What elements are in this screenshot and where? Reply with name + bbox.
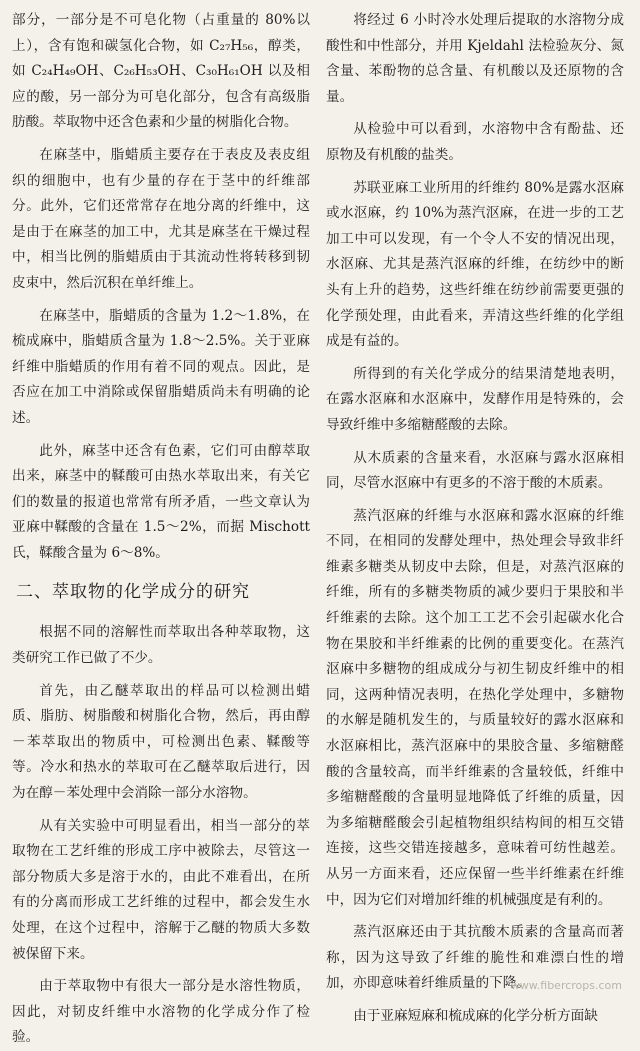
paragraph: 蒸汽沤麻的纤维与水沤麻和露水沤麻的纤维不同，在相同的发酵处理中，热处理会导致非纤维素多糖类从韧皮中去除，但是，对蒸汽沤麻的纤维，所有的多糖类物质的减少要归于果胶和半纤维素的去除。这个加工工艺不会引起碳水化合物在果胶和半纤维素的比例的重要变化。在蒸汽沤麻中多糖物的组成成分与初生韧皮纤维中的相同，这两种情况表明，在热化学处理中，多糖物的水解是随机发生的，与质量较好的露水沤麻和水沤麻相比，蒸汽沤麻中的果胶含量、多缩糖醛酸的含量较高，而半纤维素的含量较低，纤维中多缩糖醛酸的含量明显地降低了纤维的质量，因为多缩糖醛酸会引起植物组织结构间的相互交错连接，这些交错连接越多，意味着可纺性越差。从另一方面来看，还应保留一些半纤维素在纤维中，因为它们对增加纤维的机械强度是有利的。 [326,507,624,908]
paragraph: 根据不同的溶解性而萃取出各种萃取物，这类研究工作已做了不少。 [12,624,310,667]
paragraph: 将经过 6 小时冷水处理后提取的水溶物分成酸性和中性部分，并用 Kjeldahl 法检验灰分、氮含量、苯酚物的总含量、有机酸以及还原物的含量。 [326,12,624,105]
paragraph: 此外，麻茎中还含有色素，它们可由醇萃取出来，麻茎中的鞣酸可由热水萃取出来，有关它们的数量的报道也常常有所矛盾，一些文章认为亚麻中鞣酸的含量在 1.5～2%，而据 Mischott 氏，鞣酸含量为 6～8%。 [12,442,310,561]
paragraph: 从有关实验中可明显看出，相当一部分的萃取物在工艺纤维的形成工序中被除去，尽管这一部分物质大多是溶于水的，由此不难看出，在所有的分离而形成工艺纤维的过程中，都会发生水处理，在这个过程中，溶解于乙醚的物质大多数被保留下来。 [12,817,310,962]
right-column [326,8,624,1024]
paragraph: 由于萃取物中有很大一部分是水溶性物质，因此，对韧皮纤维中水溶物的化学成分作了检验。 [12,978,310,1046]
section-heading: 二、萃取物的化学成分的研究 [16,582,250,603]
paragraph: 由于亚麻短麻和梳成麻的化学分析方面缺 [353,1007,598,1024]
paragraph: 在麻茎中，脂蜡质主要存在于表皮及表皮组织的细胞中，也有少量的存在于茎中的纤维部分。此外，它们还常常存在地分离的纤维中，这是由于在麻茎的加工中，尤其是麻茎在干燥过程中，相当比例的脂蜡质由于其流动性将转移到韧皮束中，然后沉积在单纤维上。 [12,146,310,291]
paragraph: 从检验中可以看到，水溶物中含有酚盐、还原物及有机酸的盐类。 [326,121,624,163]
left-column [12,8,310,1046]
paragraph: 从木质素的含量来看，水沤麻与露水沤麻相同，尽管水沤麻中有更多的不溶于酸的木质素。 [326,449,624,492]
paragraph: 部分，一部分是不可皂化物（占重量的 80%以上），含有饱和碳氢化合物，如 C₂₇H₅₆，醇类，如 C₂₄H₄₉OH、C₂₆H₅₃OH、C₃₀H₆₁OH 以及相应的酸，另一部分为可皂化部分，包含有高级脂肪酸。萃取物中还含色素和少量的树脂化合物。 [12,12,310,131]
paragraph: 苏联亚麻工业所用的纤维约 80%是露水沤麻或水沤麻，约 10%为蒸汽沤麻，在进一步的工艺加工中可以发现，有一个令人不安的情况出现，水沤麻、尤其是蒸汽沤麻的纤维，在纺纱中的断头有上升的趋势，这些纤维在纺纱前需要更强的化学预处理，由此看来，弄清这些纤维的化学组成是有益的。 [326,179,624,350]
paragraph: 蒸汽沤麻还由于其抗酸木质素的含量高而著称，因为这导致了纤维的脆性和难漂白性的增加，亦即意味着纤维质量的下降。 [326,924,624,992]
watermark: www.fibercrops.com [510,979,622,992]
paragraph: 所得到的有关化学成分的结果清楚地表明，在露水沤麻和水沤麻中，发酵作用是特殊的，会导致纤维中多缩糖醛酸的去除。 [326,365,624,433]
paragraph: 在麻茎中，脂蜡质的含量为 1.2～1.8%，在梳成麻中，脂蜡质含量为 1.8～2.5%。关于亚麻纤维中脂蜡质的作用有着不同的观点。因此，是否应在加工中消除或保留脂蜡质尚未有明确的论述。 [12,307,310,426]
paragraph: 首先，由乙醚萃取出的样品可以检测出蜡质、脂肪、树脂酸和树脂化合物，然后，再由醇－苯萃取出的物质中，可检测出色素、鞣酸等等。冷水和热水的萃取可在乙醚萃取后进行，因为在醇－苯处理中会消除一部分水溶物。 [12,682,310,802]
